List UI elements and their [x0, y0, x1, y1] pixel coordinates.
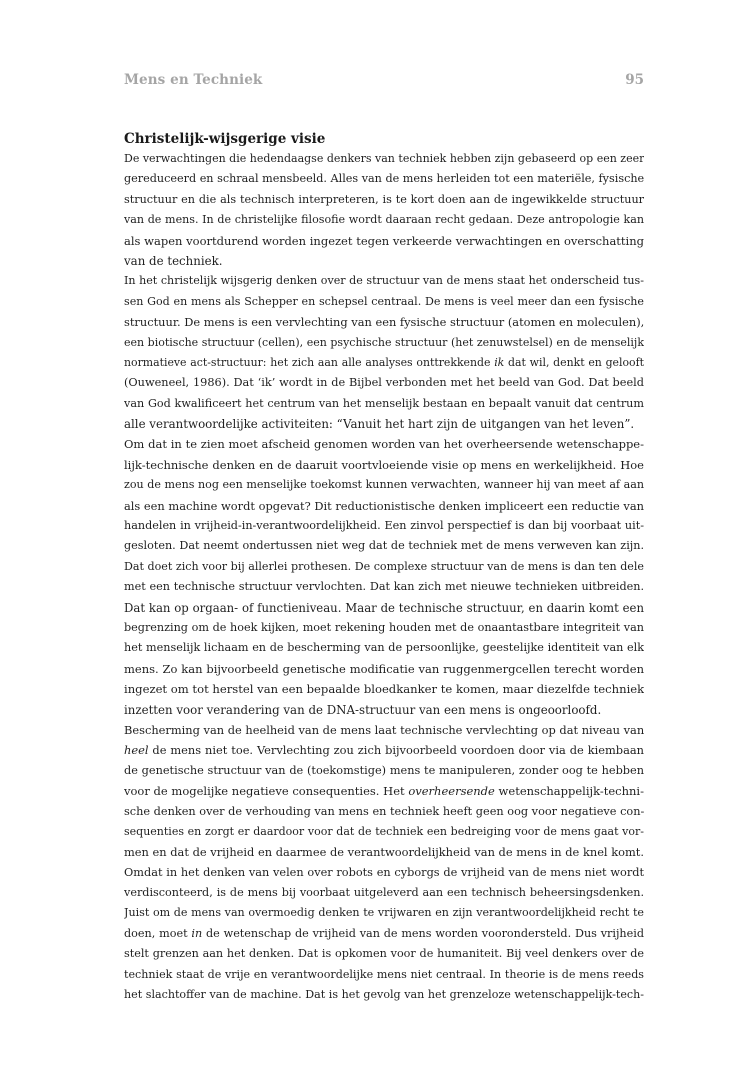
text-line: met een technische structuur vervlochten. Dat kan zich met nieuwe technieken uitbreiden.: [124, 580, 644, 594]
text-line: het menselijk lichaam en de bescherming van de persoonlijke, geestelijke identiteit van elk: [124, 641, 644, 655]
text-line: van de mens. In de christelijke filosofie wordt daaraan recht gedaan. Deze antropologie kan: [124, 213, 644, 227]
text-line: begrenzing om de hoek kijken, moet rekening houden met de onaantastbare integriteit van: [124, 620, 644, 634]
text-line: gesloten. Dat neemt ondertussen niet weg dat de techniek met de mens verweven kan zijn.: [124, 539, 644, 553]
text-line: Omdat in het denken van velen over robots en cyborgs de vrijheid van de mens niet wordt: [124, 865, 644, 879]
text-line: verdisconteerd, is de mens bij voorbaat uitgeleverd aan een technisch beheersingsdenken.: [124, 886, 644, 900]
text-line: Dat doet zich voor bij allerlei prothesen. De complexe structuur van de mens is dan ten dele: [124, 559, 644, 573]
emphasis: ik: [494, 355, 505, 369]
text-line: gereduceerd en schraal mensbeeld. Alles van de mens herleiden tot een materiële, fysische: [124, 172, 644, 186]
text-line: heel de mens niet toe. Vervlechting zou zich bijvoorbeeld voordoen door via de kiembaan: [124, 743, 644, 758]
text-line: sen God en mens als Schepper en schepsel centraal. De mens is veel meer dan een fysische: [124, 294, 644, 308]
text-line: sequenties en zorgt er daardoor voor dat de techniek een bedreiging voor de mens gaat vor-: [124, 824, 644, 838]
text-line: het slachtoffer van de machine. Dat is het gevolg van het grenzeloze wetenschappelijk-tech-: [124, 988, 644, 1002]
text-line: mens. Zo kan bijvoorbeeld genetische modificatie van ruggenmergcellen terecht worden: [124, 661, 644, 676]
text-line: zou de mens nog een menselijke toekomst kunnen verwachten, wanneer hij van meet af aan: [124, 478, 644, 492]
text-line: inzetten voor verandering van de DNA-structuur van een mens is ongeoorloofd.: [124, 702, 602, 717]
text-line: Bescherming van de heelheid van de mens laat technische vervlechting op dat niveau van: [124, 722, 644, 737]
body-text: [124, 149, 644, 1005]
text-line: doen, moet in de wetenschap de vrijheid van de mens worden voorondersteld. Dus vrijheid: [124, 926, 644, 940]
text-line: stelt grenzen aan het denken. Dat is opkomen voor de humaniteit. Bij veel denkers over de: [124, 947, 644, 961]
text-line: lijk-technische denken en de daaruit voortvloeiende visie op mens en werkelijkheid. Hoe: [124, 457, 644, 472]
page-number: 95: [625, 72, 644, 88]
emphasis: overheersende: [408, 784, 495, 799]
page-header: [124, 72, 644, 92]
text-line: men en dat de vrijheid en daarmee de verantwoordelijkheid van de mens in de knel komt.: [124, 845, 644, 860]
text-line: techniek staat de vrije en verantwoordelijke mens niet centraal. In theorie is de mens reeds: [124, 967, 644, 981]
text-line: een biotische structuur (cellen), een psychische structuur (het zenuwstelsel) en de menselijk: [124, 335, 644, 349]
text-line: Dat kan op orgaan- of functieniveau. Maar de technische structuur, en daarin komt een: [124, 600, 644, 615]
text-line: In het christelijk wijsgerig denken over de structuur van de mens staat het onderscheid tus-: [124, 274, 644, 288]
emphasis: in: [191, 926, 203, 940]
text-line: de genetische structuur van de (toekomstige) mens te manipuleren, zonder oog te hebben: [124, 763, 644, 777]
text-line: als een machine wordt opgevat? Dit reductionistische denken impliceert een reductie van: [124, 498, 644, 513]
text-line: Om dat in te zien moet afscheid genomen worden van het overheersende wetenschappe-: [124, 437, 644, 452]
text-line: alle verantwoordelijke activiteiten: “Vanuit het hart zijn de uitgangen van het leven”.: [124, 417, 635, 432]
section-heading: Christelijk-wijsgerige visie: [124, 131, 326, 147]
text-line: ingezet om tot herstel van een bepaalde bloedkanker te komen, maar diezelfde techniek: [124, 682, 644, 697]
text-line: structuur. De mens is een vervlechting van een fysische structuur (atomen en moleculen),: [124, 315, 644, 330]
text-line: structuur en die als technisch interpreteren, is te kort doen aan de ingewikkelde structuur: [124, 192, 644, 206]
text-line: handelen in vrijheid-in-verantwoordelijkheid. Een zinvol perspectief is dan bij voorbaat uit-: [124, 519, 644, 533]
text-line: van God kwalificeert het centrum van het menselijk bestaan en bepaalt vanuit dat centrum: [124, 396, 644, 410]
text-line: van de techniek.: [124, 253, 223, 268]
page-body: [124, 129, 644, 1005]
running-title: Mens en Techniek: [124, 72, 263, 88]
text-line: sche denken over de verhouding van mens en techniek heeft geen oog voor negatieve con-: [124, 804, 644, 818]
text-line: (Ouweneel, 1986). Dat ‘ik’ wordt in de Bijbel verbonden met het beeld van God. Dat beeld: [124, 376, 644, 390]
text-line: Juist om de mens van overmoedig denken te vrijwaren en zijn verantwoordelijkheid recht te: [124, 906, 644, 920]
text-line: normatieve act-structuur: het zich aan alle analyses onttrekkende ik dat wil, denkt en gelooft: [124, 355, 644, 369]
emphasis: heel: [124, 743, 149, 758]
text-line: voor de mogelijke negatieve consequenties. Het overheersende wetenschappelijk-techni-: [124, 784, 644, 799]
text-line: De verwachtingen die hedendaagse denkers van techniek hebben zijn gebaseerd op een zeer: [124, 152, 644, 165]
text-line: als wapen voortdurend worden ingezet tegen verkeerde verwachtingen en overschatting: [124, 233, 644, 248]
